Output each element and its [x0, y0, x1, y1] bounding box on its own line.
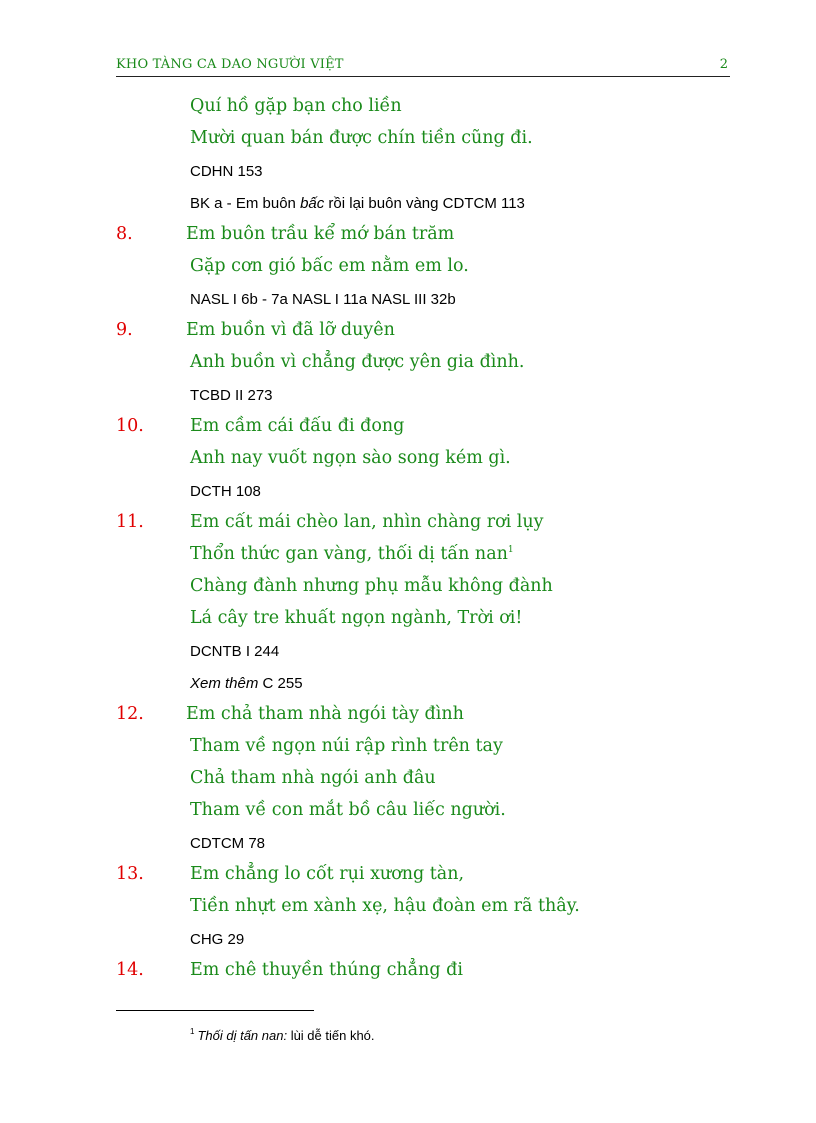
source-reference: NASL I 6b - 7a NASL I 11a NASL III 32b	[190, 291, 456, 308]
verse-line: Chả tham nhà ngói anh đâu	[190, 768, 436, 788]
verse-line: Anh buồn vì chẳng được yên gia đình.	[190, 352, 525, 372]
verse-line: Chàng đành nhưng phụ mẫu không đành	[190, 576, 553, 596]
footnote-separator	[116, 1010, 314, 1011]
entry-number: 11.	[116, 512, 144, 532]
entry-number: 10.	[116, 416, 144, 436]
entry-number: 13.	[116, 864, 144, 884]
source-reference: BK a - Em buôn bấc rồi lại buôn vàng CDTCM 113	[190, 195, 525, 212]
verse-line: Em chê thuyền thúng chẳng đi	[190, 960, 463, 980]
verse-line: Em chả tham nhà ngói tày đình	[186, 704, 464, 724]
verse-line: Anh nay vuốt ngọn sào song kém gì.	[190, 448, 511, 468]
source-reference: CDHN 153	[190, 163, 263, 180]
entry-number: 8.	[116, 224, 133, 244]
source-reference: CDTCM 78	[190, 835, 266, 852]
source-reference: DCNTB I 244	[190, 643, 280, 660]
emphasis-word: bấc	[300, 195, 325, 212]
source-reference: DCTH 108	[190, 483, 261, 500]
verse-line: Em chẳng lo cốt rụi xương tàn,	[190, 864, 465, 884]
verse-line: Gặp cơn gió bấc em nằm em lo.	[190, 256, 469, 276]
footnote-text: lùi dễ tiến khó.	[287, 1028, 375, 1043]
verse-line: Tiền nhựt em xành xẹ, hậu đoàn em rã thây.	[190, 896, 580, 916]
entry-number: 9.	[116, 320, 133, 340]
page-number: 2	[719, 57, 728, 72]
verse-line: Em buồn vì đã lỡ duyên	[186, 320, 395, 340]
footnote-marker: 1	[507, 545, 514, 555]
footnote	[190, 1027, 375, 1043]
source-reference: TCBD II 273	[190, 387, 273, 404]
running-header	[116, 56, 730, 77]
emphasis-word: Xem thêm	[190, 675, 259, 692]
verse-line: Lá cây tre khuất ngọn ngành, Trời ơi!	[190, 608, 523, 628]
verse-line: Thổn thức gan vàng, thối dị tấn nan$^1$	[190, 544, 514, 564]
entry-number: 14.	[116, 960, 144, 980]
verse-line: Em buôn trầu kể mớ bán trăm	[186, 224, 455, 244]
verse-line: Quí hồ gặp bạn cho liền	[190, 96, 402, 116]
footnote-marker: 1	[190, 1027, 195, 1036]
source-reference: Xem thêm C 255	[190, 675, 303, 692]
verse-line: Tham về ngọn núi rập rình trên tay	[190, 736, 503, 756]
verse-line: Mười quan bán được chín tiền cũng đi.	[190, 128, 533, 148]
verse-line: Em cầm cái đấu đi đong	[190, 416, 405, 436]
verse-line: Em cất mái chèo lan, nhìn chàng rơi lụy	[190, 512, 544, 532]
footnote-term: Thối dị tấn nan:	[197, 1028, 288, 1043]
header-title: KHO TÀNG CA DAO NGƯỜI VIỆT	[116, 57, 344, 72]
verse-line: Tham về con mắt bồ câu liếc người.	[190, 800, 506, 820]
source-reference: CHG 29	[190, 931, 245, 948]
entry-number: 12.	[116, 704, 144, 724]
